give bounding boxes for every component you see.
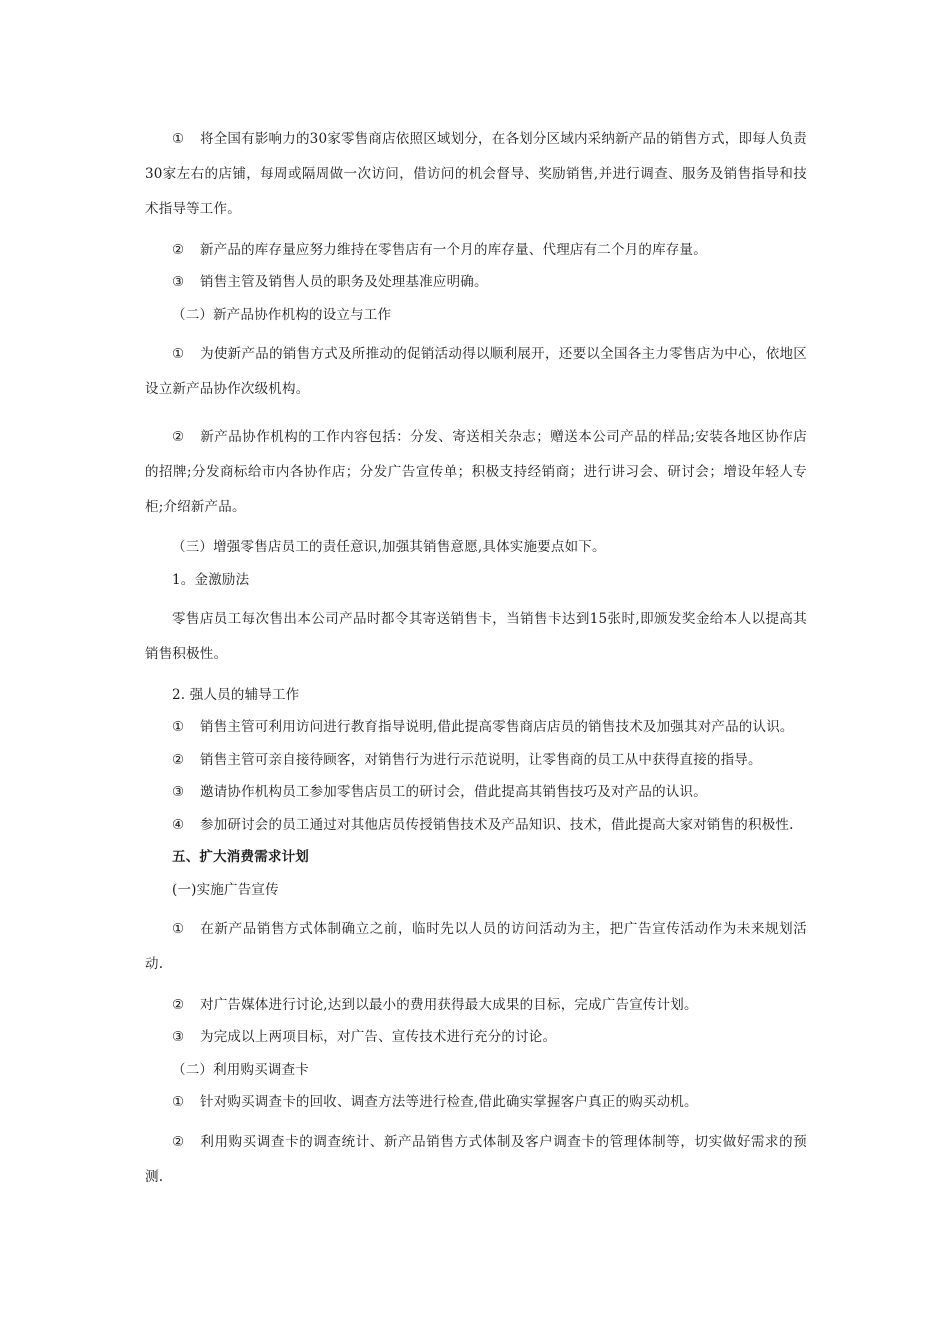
paragraph-text: 将全国有影响力的30家零售商店依照区域划分，在各划分区域内采纳新产品的销售方式，即每人负责30家左右的店铺，每周或隔周做一次访问，借访问的机会督导、奖励销售,并进行调查、服务及销售指导和技术指导等工作。 xyxy=(145,131,807,217)
paragraph-text: （二）利用购买调查卡 xyxy=(172,1061,309,1078)
item-marker: ④ xyxy=(172,816,185,833)
paragraph-text: 利用购买调查卡的调查统计、新产品销售方式体制及客户调查卡的管理体制等，切实做好需求的预测. xyxy=(145,1133,807,1185)
paragraph-text: 参加研讨会的员工通过对其他店员传授销售技术及产品知识、技术，借此提高大家对销售的积极性. xyxy=(200,816,794,833)
paragraph xyxy=(145,570,807,590)
numbered-paragraph xyxy=(145,1027,807,1047)
paragraph xyxy=(145,537,807,557)
numbered-paragraph xyxy=(145,995,807,1015)
item-marker: ③ xyxy=(172,1029,185,1045)
paragraph-text: （三）增强零售店员工的责任意识,加强其销售意愿,具体实施要点如下。 xyxy=(172,539,606,555)
paragraph-text: 五、扩大消费需求计划 xyxy=(172,849,309,865)
paragraph-text: 在新产品销售方式体制确立之前，临时先以人员的访问活动为主，把广告宣传活动作为未来规划活动. xyxy=(145,921,807,972)
document-body xyxy=(145,122,807,1207)
item-marker: ② xyxy=(172,996,185,1013)
numbered-paragraph xyxy=(145,782,807,802)
item-marker: ① xyxy=(172,1094,185,1110)
numbered-paragraph xyxy=(145,750,807,770)
paragraph-text: 零售店员工每次售出本公司产品时都令其寄送销售卡，当销售卡达到15张时,即颁发奖金给本人以提高其销售积极性。 xyxy=(145,611,807,662)
numbered-paragraph xyxy=(145,420,807,525)
numbered-paragraph xyxy=(145,1092,807,1112)
item-marker: ③ xyxy=(172,784,185,800)
paragraph-text: 为使新产品的销售方式及所推动的促销活动得以顺利展开，还要以全国各主力零售店为中心，依地区设立新产品协作次级机构。 xyxy=(145,346,807,397)
paragraph xyxy=(145,305,807,325)
paragraph-text: （二）新产品协作机构的设立与工作 xyxy=(172,306,392,323)
item-marker: ① xyxy=(172,131,185,147)
item-marker: ③ xyxy=(172,274,185,290)
paragraph-text: 销售主管可亲自接待顾客，对销售行为进行示范说明，让零售商的员工从中获得直接的指导。 xyxy=(200,751,762,768)
paragraph-text: 销售主管及销售人员的职务及处理基准应明确。 xyxy=(200,274,488,290)
paragraph xyxy=(145,685,807,705)
item-marker: ② xyxy=(172,428,185,445)
paragraph xyxy=(145,602,807,672)
paragraph-text: 为完成以上两项目标，对广告、宣传技术进行充分的讨论。 xyxy=(200,1029,557,1045)
item-marker: ① xyxy=(172,719,185,735)
paragraph-text: 针对购买调查卡的回收、调查方法等进行检查,借此确实掌握客户真正的购买动机。 xyxy=(200,1094,698,1110)
paragraph-text: 销售主管可利用访问进行教育指导说明,借此提高零售商店店员的销售技术及加强其对产品的认识。 xyxy=(200,719,794,735)
item-marker: ② xyxy=(172,241,185,258)
item-marker: ① xyxy=(172,346,185,362)
paragraph-text: 2. 强人员的辅导工作 xyxy=(172,686,300,703)
item-marker: ② xyxy=(172,751,185,768)
paragraph-text: (一)实施广告宣传 xyxy=(172,881,279,898)
item-marker: ② xyxy=(172,1133,185,1150)
numbered-paragraph xyxy=(145,337,807,407)
paragraph-text: 对广告媒体进行讨论,达到以最小的费用获得最大成果的目标，完成广告宣传计划。 xyxy=(200,996,698,1013)
numbered-paragraph xyxy=(145,122,807,227)
paragraph-text: 新产品协作机构的工作内容包括：分发、寄送相关杂志；赠送本公司产品的样品;安装各地区协作店的招牌;分发商标给市内各协作店；分发广告宣传单；积极支持经销商；进行讲习会、研讨会；增设年轻人专柜;介绍新产品。 xyxy=(145,428,807,515)
numbered-paragraph xyxy=(145,815,807,835)
numbered-paragraph xyxy=(145,272,807,292)
numbered-paragraph xyxy=(145,912,807,982)
paragraph xyxy=(145,1060,807,1080)
numbered-paragraph xyxy=(145,717,807,737)
paragraph xyxy=(145,880,807,900)
paragraph-text: 1。金激励法 xyxy=(172,571,250,588)
numbered-paragraph xyxy=(145,1125,807,1195)
numbered-paragraph xyxy=(145,240,807,260)
item-marker: ① xyxy=(172,921,185,937)
paragraph-text: 新产品的库存量应努力维持在零售店有一个月的库存量、代理店有二个月的库存量。 xyxy=(200,241,707,258)
section-heading xyxy=(145,847,807,867)
paragraph-text: 邀请协作机构员工参加零售店员工的研讨会，借此提高其销售技巧及对产品的认识。 xyxy=(200,784,707,800)
